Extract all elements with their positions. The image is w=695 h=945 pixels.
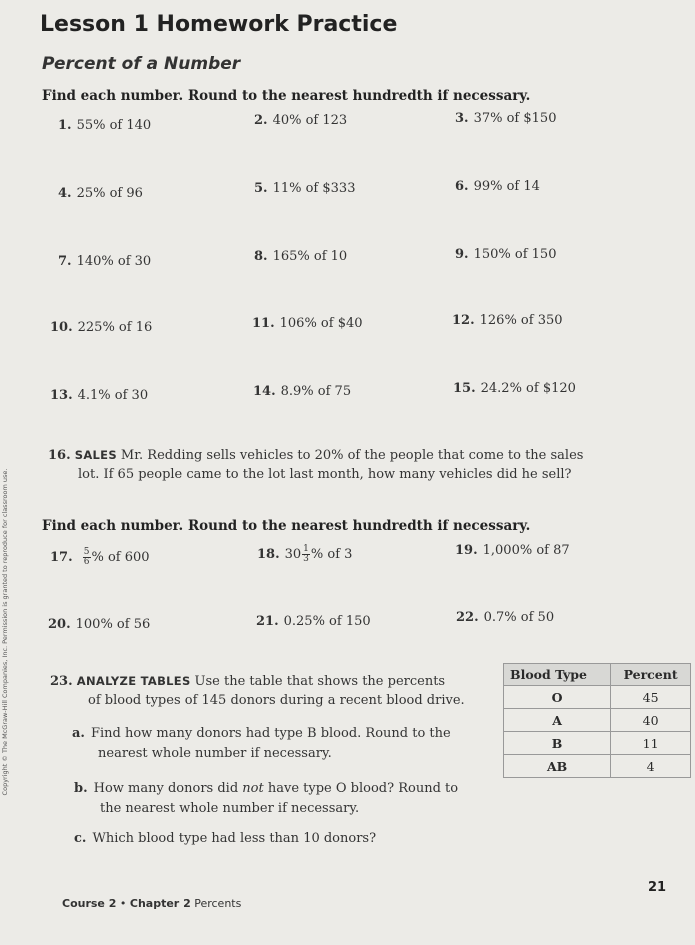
problem-22: 22. 0.7% of 50 xyxy=(456,610,555,625)
problem-6: 6. 99% of 14 xyxy=(455,179,540,194)
problem-12: 12. 126% of 350 xyxy=(452,313,563,328)
fraction-five-sixths: $\frac{5}{6}$ xyxy=(83,547,90,567)
footer-course-info: Course 2 • Chapter 2 Percents xyxy=(62,897,242,910)
problem-1: 1. 55% of 140 xyxy=(58,118,152,133)
problem-23-line2: of blood types of 145 donors during a recent blood drive. xyxy=(88,693,465,708)
problem-7: 7. 140% of 30 xyxy=(58,254,152,269)
page-number: 21 xyxy=(648,880,667,895)
problem-4: 4. 25% of 96 xyxy=(58,186,143,201)
copyright-notice: Copyright © The McGraw-Hill Companies, Inc. Permission is granted to reproduce for classroom use. xyxy=(1,468,9,796)
header-percent: Percent xyxy=(611,664,691,686)
table-row: O 45 xyxy=(504,686,691,709)
table-row: AB 4 xyxy=(504,755,691,778)
problem-20: 20. 100% of 56 xyxy=(48,617,151,632)
problem-16-line1: 16. SALES Mr. Redding sells vehicles to 20% of the people that come to the sales xyxy=(48,448,584,463)
problem-3: 3. 37% of $150 xyxy=(455,111,557,126)
problem-8: 8. 165% of 10 xyxy=(254,249,348,264)
blood-type-table xyxy=(503,663,691,778)
table-row: B 11 xyxy=(504,732,691,755)
problem-11: 11. 106% of $40 xyxy=(252,316,363,331)
page-title: Lesson 1 Homework Practice xyxy=(40,12,398,37)
problem-14: 14. 8.9% of 75 xyxy=(253,384,352,399)
problem-9: 9. 150% of 150 xyxy=(455,247,557,262)
problem-16 xyxy=(48,446,668,484)
header-blood-type: Blood Type xyxy=(504,664,611,686)
problem-19: 19. 1,000% of 87 xyxy=(455,543,570,558)
problem-17: 17. $\frac{5}{6}$ % of 600 xyxy=(50,547,150,567)
problem-15: 15. 24.2% of $120 xyxy=(453,381,576,396)
problem-5: 5. 11% of $333 xyxy=(254,181,356,196)
problem-16-line2: lot. If 65 people came to the lot last month, how many vehicles did he sell? xyxy=(78,467,572,482)
section2-instruction: Find each number. Round to the nearest hundredth if necessary. xyxy=(42,518,531,534)
page-subtitle: Percent of a Number xyxy=(42,54,241,74)
problem-10: 10. 225% of 16 xyxy=(50,320,153,335)
problem-23-line1: 23. ANALYZE TABLES Use the table that shows the percents xyxy=(50,674,446,689)
problem-23b: b. How many donors did not have type O blood? Round to the nearest whole number if necessary. xyxy=(74,781,459,816)
problem-18: 18. 30 $\frac{1}{3}$ % of 3 xyxy=(257,544,353,564)
problem-13: 13. 4.1% of 30 xyxy=(50,388,149,403)
problem-2: 2. 40% of 123 xyxy=(254,113,348,128)
section1-instruction: Find each number. Round to the nearest hundredth if necessary. xyxy=(42,88,531,104)
fraction-one-third: $\frac{1}{3}$ xyxy=(303,544,309,564)
problem-23a: a. Find how many donors had type B blood. Round to the nearest whole number if necessary. xyxy=(72,726,451,761)
problem-21: 21. 0.25% of 150 xyxy=(256,614,371,629)
problem-23c: c. Which blood type had less than 10 donors? xyxy=(74,831,377,846)
problem-23 xyxy=(50,672,500,710)
table-row: A 40 xyxy=(504,709,691,732)
